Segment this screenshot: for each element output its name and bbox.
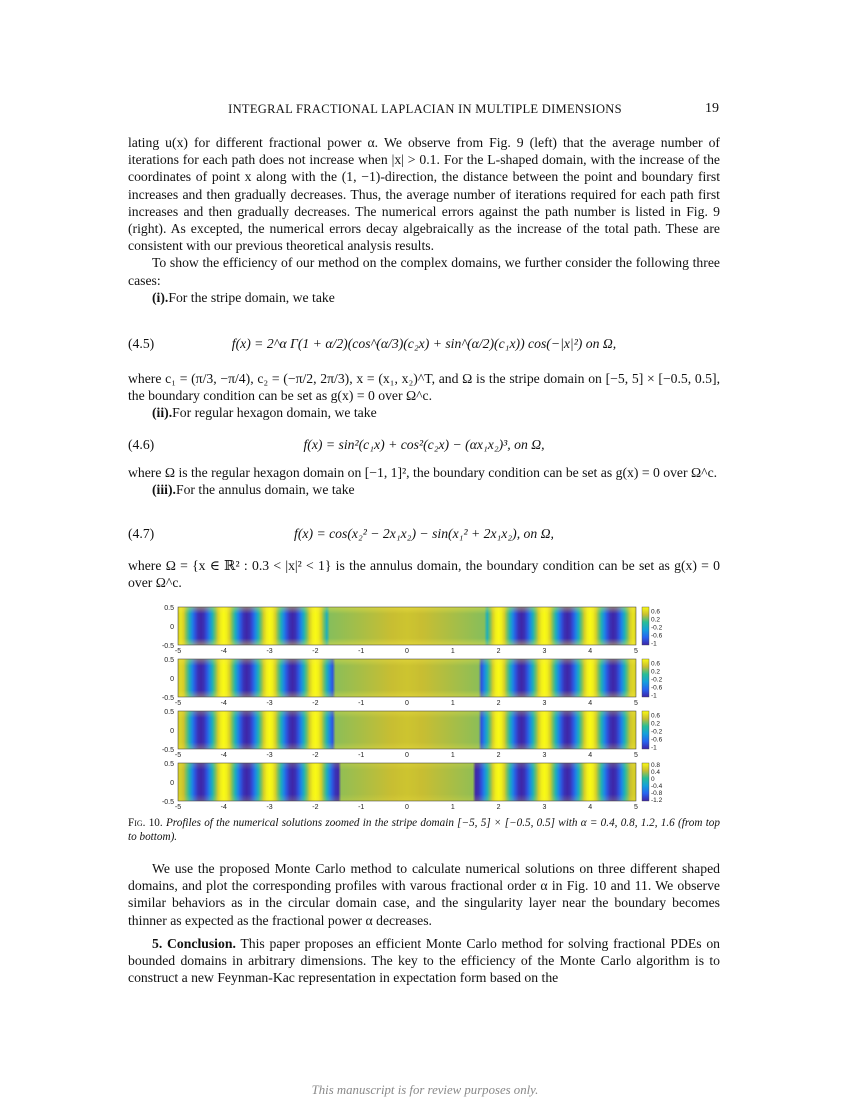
x-tick-label: 2 — [496, 752, 501, 759]
x-tick-label: 4 — [588, 700, 593, 707]
page-number: 19 — [705, 101, 719, 116]
x-tick-label: 2 — [496, 648, 501, 655]
x-tick-label: 3 — [542, 700, 547, 707]
x-tick-label: -3 — [266, 752, 273, 759]
paragraph-1: lating u(x) for different fractional power α. We observe from Fig. 9 (left) that the average number of iterations for each path does not increase when |x| > 0.1. For the L-shaped domain, with the increase of the coordinates of point x along with the (1, −1)-direction, the distance between the point and boundary first increases and then gradually decreases. Thus, the average number of iterations required for each path first increases and then gradually decreases. The numerical errors against the path number is listed in Fig. 9 (right). As excepted, the numerical errors decay algebraically as the increase of the total path. These are consistent with our previous theoretical analysis results. To show the efficiency of our method on the complex domains, we further consider the following three cases: (i).For the stripe domain, we take — [128, 135, 720, 305]
x-tick-label: -2 — [312, 752, 319, 759]
x-tick-label: 0 — [405, 700, 409, 707]
section-5 — [128, 935, 720, 987]
colorbar-tick-label: -1 — [651, 640, 657, 648]
x-tick-label: 0 — [405, 752, 409, 759]
colorbar — [642, 659, 649, 697]
x-tick-label: -5 — [174, 752, 182, 759]
x-tick-label: 0 — [405, 804, 409, 809]
caption-text: Profiles of the numerical solutions zoomed in the stripe domain [−5, 5] × [−0.5, 0.5] with α = 0.4, 0.8, 1.2, 1.6 (from top to bottom). — [128, 817, 720, 843]
colorbar-tick-label: -0.4 — [651, 782, 663, 790]
y-tick-label: 0.5 — [164, 605, 174, 612]
x-tick-label: 3 — [542, 752, 547, 759]
case-2: (ii).For regular hexagon domain, we take — [152, 405, 377, 421]
colorbar-tick-label: -0.6 — [651, 736, 663, 744]
colorbar-tick-label: 0.6 — [651, 608, 661, 616]
x-tick-label: 5 — [634, 752, 638, 759]
x-tick-label: -1 — [358, 752, 365, 759]
caption-label: Fig. 10. — [128, 817, 163, 829]
x-tick-label: 1 — [450, 648, 455, 655]
x-tick-label: 0 — [405, 648, 409, 655]
x-tick-label: 3 — [542, 648, 547, 655]
section-5-title: 5. Conclusion. — [152, 936, 236, 951]
x-tick-label: 5 — [634, 700, 638, 707]
eq-4-6-number: (4.6) — [128, 437, 155, 452]
y-tick-label: 0 — [170, 728, 174, 735]
boundary-layer-overlay — [178, 607, 636, 645]
colorbar-tick-label: -0.2 — [651, 624, 663, 632]
x-tick-label: 1 — [450, 700, 455, 707]
x-tick-label: -4 — [220, 752, 227, 759]
x-tick-label: 5 — [634, 804, 638, 809]
y-tick-label: 0.5 — [164, 657, 174, 664]
boundary-layer-overlay — [178, 659, 636, 697]
y-tick-label: 0.5 — [164, 709, 174, 716]
y-tick-label: 0.5 — [164, 761, 174, 768]
x-tick-label: 4 — [588, 648, 593, 655]
x-tick-label: -4 — [220, 700, 227, 707]
x-tick-label: -5 — [174, 804, 182, 809]
eq-4-7-number: (4.7) — [128, 526, 155, 541]
x-tick-label: -1 — [358, 804, 365, 809]
colorbar-tick-label: 0.6 — [651, 712, 661, 720]
x-tick-label: 5 — [634, 648, 638, 655]
eq-4-7: f(x) = cos(x₂² − 2x₁x₂) − sin(x₁² + 2x₁x₂), on Ω, — [294, 526, 554, 541]
colorbar-tick-label: 0.8 — [651, 762, 661, 770]
colorbar — [642, 711, 649, 749]
colorbar-tick-label: -1 — [651, 744, 657, 752]
colorbar-tick-label: -0.2 — [651, 728, 663, 736]
x-tick-label: 2 — [496, 700, 501, 707]
case-3: (iii).For the annulus domain, we take — [152, 482, 355, 498]
x-tick-label: -2 — [312, 648, 319, 655]
colorbar — [642, 763, 649, 801]
after-eq-4-7: where Ω = {x ∈ ℝ² : 0.3 < |x|² < 1} is the annulus domain, the boundary condition can be set as g(x) = 0 over Ω^c. — [128, 558, 720, 591]
y-tick-label: 0 — [170, 676, 174, 683]
figure-10 — [160, 604, 685, 809]
eq-4-6: f(x) = sin²(c₁x) + cos²(c₂x) − (αx₁x₂)³, on Ω, — [303, 437, 545, 452]
x-tick-label: -1 — [358, 648, 365, 655]
y-tick-label: -0.5 — [161, 747, 174, 754]
x-tick-label: -2 — [312, 804, 319, 809]
stripe-profiles-chart — [160, 604, 685, 809]
colorbar-tick-label: -1 — [651, 692, 657, 700]
y-tick-label: -0.5 — [161, 643, 174, 650]
y-tick-label: -0.5 — [161, 799, 174, 806]
x-tick-label: -3 — [266, 700, 273, 707]
y-tick-label: 0 — [170, 624, 174, 631]
colorbar-tick-label: -0.8 — [651, 789, 663, 797]
figure-caption — [128, 816, 720, 844]
x-tick-label: -3 — [266, 804, 273, 809]
colorbar — [642, 607, 649, 645]
case-1: (i).For the stripe domain, we take — [152, 289, 335, 305]
x-tick-label: -4 — [220, 804, 227, 809]
x-tick-label: -5 — [174, 700, 182, 707]
after-eq-4-5: where c₁ = (π/3, −π/4), c₂ = (−π/2, 2π/3), x = (x₁, x₂)^T, and Ω is the stripe domain on [−5, 5] × [−0.5, 0.5], the boundary condition can be set as g(x) = 0 over Ω^c. (ii).For regular hexagon domain, we take — [128, 371, 720, 421]
colorbar-tick-label: -0.6 — [651, 632, 663, 640]
boundary-layer-overlay — [178, 763, 636, 801]
after-eq-4-6: where Ω is the regular hexagon domain on [−1, 1]², the boundary condition can be set as g(x) = 0 over Ω^c. (iii).For the annulus domain, we take — [128, 464, 720, 498]
colorbar-tick-label: 0.2 — [651, 668, 661, 676]
x-tick-label: 4 — [588, 752, 593, 759]
paragraph-2: To show the efficiency of our method on the complex domains, we further consider the following three cases: — [128, 255, 720, 288]
review-footer: This manuscript is for review purposes only. — [311, 1083, 539, 1097]
y-tick-label: 0 — [170, 780, 174, 787]
x-tick-label: -1 — [358, 700, 365, 707]
x-tick-label: -2 — [312, 700, 319, 707]
colorbar-tick-label: 0.2 — [651, 720, 661, 728]
x-tick-label: 1 — [450, 752, 455, 759]
x-tick-label: -4 — [220, 648, 227, 655]
eq-4-5-number: (4.5) — [128, 336, 155, 351]
boundary-layer-overlay — [178, 711, 636, 749]
colorbar-tick-label: 0.2 — [651, 616, 661, 624]
eq-4-5: f(x) = 2^α Γ(1 + α/2)(cos^(α/3)(c₂x) + sin^(α/2)(c₁x)) cos(−|x|²) on Ω, — [231, 336, 617, 351]
colorbar-tick-label: -0.6 — [651, 684, 663, 692]
y-tick-label: -0.5 — [161, 695, 174, 702]
colorbar-tick-label: -1.2 — [651, 796, 663, 804]
colorbar-tick-label: -0.2 — [651, 676, 663, 684]
colorbar-tick-label: 0 — [651, 776, 655, 784]
section-5-text: This paper proposes an efficient Monte Carlo method for solving fractional PDEs on bounded domains in arbitrary dimensions. The key to the efficiency of the Monte Carlo algorithm is to construct a new Feynman-Kac representation in expectation form based on the — [128, 936, 721, 986]
colorbar-tick-label: 0.4 — [651, 769, 661, 777]
x-tick-label: -3 — [266, 648, 273, 655]
colorbar-tick-label: 0.6 — [651, 660, 661, 668]
x-tick-label: 1 — [450, 804, 455, 809]
x-tick-label: -5 — [174, 648, 182, 655]
x-tick-label: 4 — [588, 804, 593, 809]
running-title: INTEGRAL FRACTIONAL LAPLACIAN IN MULTIPLE DIMENSIONS — [228, 102, 622, 116]
paragraph-3: We use the proposed Monte Carlo method to calculate numerical solutions on three different shaped domains, and plot the corresponding profiles with varous fractional order α in Fig. 10 and 11. We observe similar behaviors as in the circular domain case, and the singularity layer near the boundary becomes thinner as expected as the fractional power α decreases. — [128, 861, 720, 928]
x-tick-label: 2 — [496, 804, 501, 809]
x-tick-label: 3 — [542, 804, 547, 809]
